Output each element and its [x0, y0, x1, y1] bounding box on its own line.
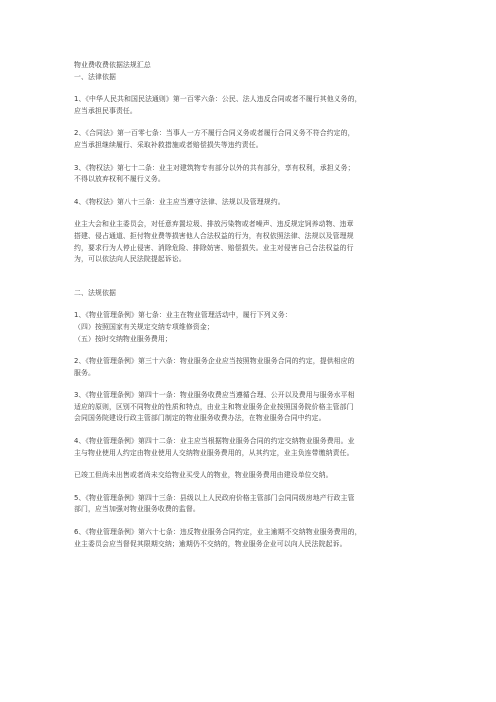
law-item-line: 3、《物权法》第七十二条：业主对建筑物专有部分以外的共有部分，享有权利，承担义务；: [74, 163, 355, 172]
regulation-item-2: [74, 356, 424, 379]
regulation-item-line: 1、《物业管理条例》第七条：业主在物业管理活动中，履行下列义务：: [74, 311, 292, 320]
law-item-line: 应当承担继续履行、采取补救措施或者赔偿损失等违约责任。: [74, 140, 263, 149]
regulation-item-line: 业主委员会应当督促其限期交纳；逾期仍不交纳的，物业服务企业可以向人民法院起诉。: [74, 539, 347, 548]
regulation-item-6: [74, 527, 424, 550]
regulation-item-line: 服务。: [74, 368, 95, 377]
law-item-line: 不得以放弃权利不履行义务。: [74, 175, 165, 184]
law-item-line: 应当承担民事责任。: [74, 106, 137, 115]
regulation-item-line: 会同国务院建设行政主管部门制定的物业服务收费办法，在物业服务合同中约定。: [74, 414, 326, 423]
regulation-item-line: 6、《物业管理条例》第六十七条：违反物业服务合同约定，业主逾期不交纳物业服务费用的，: [74, 528, 362, 537]
section-heading-regulation: 二、法规依据: [74, 288, 116, 297]
regulation-item-line: 部门，应当加强对物业服务收费的监督。: [74, 505, 200, 514]
regulation-item-line: 3、《物业管理条例》第四十一条：物业服务收费应当遵循合理、公开以及费用与服务水平相: [74, 391, 355, 400]
section-heading-law: 一、法律依据: [74, 72, 116, 81]
law-item-4: [74, 197, 424, 209]
regulation-item-3: [74, 390, 424, 425]
regulation-item-line: 2、《物业管理条例》第三十六条：物业服务企业应当按照物业服务合同的约定，提供相应的: [74, 357, 355, 366]
law-item-line: 2、《合同法》第一百零七条：当事人一方不履行合同义务或者履行合同义务不符合约定的，: [74, 129, 355, 138]
law-item-line: 1、《中华人民共和国民法通则》第一百零六条：公民、法人违反合同或者不履行其他义务的，: [74, 95, 362, 104]
owners-assembly-paragraph: [74, 219, 424, 265]
regulation-item-5: [74, 493, 424, 516]
regulation-item-line: 适应的原则，区别不同物业的性质和特点，由业主和物业服务企业按照国务院价格主管部门: [74, 402, 354, 411]
regulation-item-line: 4、《物业管理条例》第四十二条：业主应当根据物业服务合同的约定交纳物业服务费用。业: [74, 437, 355, 446]
law-item-2: [74, 128, 424, 151]
document-title: 物业费收费依据法规汇总: [74, 61, 151, 69]
paragraph-line: 业主大会和业主委员会，对任意弃置垃圾、排放污染物或者噪声、违反规定饲养动物、违章: [74, 220, 354, 229]
paragraph-line: 约，要求行为人停止侵害、消除危险、排除妨害、赔偿损失。业主对侵害自己合法权益的行: [74, 243, 354, 252]
paragraph-line: 为，可以依法向人民法院提起诉讼。: [74, 255, 186, 264]
regulation-item-1: [74, 310, 424, 345]
regulation-item-line: 主与物业使用人约定由物业使用人交纳物业服务费用的，从其约定，业主负连带缴纳责任。: [74, 448, 354, 457]
regulation-item-line: 已竣工但尚未出售或者尚未交给物业买受人的物业，物业服务费用由建设单位交纳。: [74, 471, 333, 480]
law-item-1: [74, 94, 424, 117]
law-item-3: [74, 163, 424, 186]
regulation-item-line: 5、《物业管理条例》第四十三条：县级以上人民政府价格主管部门会同同级房地产行政主管: [74, 493, 355, 502]
law-item-line: 4、《物权法》第八十三条：业主应当遵守法律、法规以及管理规约。: [74, 197, 285, 206]
regulation-item-line: （四）按照国家有关规定交纳专项维修资金；: [74, 322, 214, 331]
regulation-item-line: （五）按时交纳物业服务费用；: [74, 334, 172, 343]
document-page: [74, 60, 424, 550]
regulation-note: [74, 470, 424, 482]
regulation-item-4: [74, 436, 424, 459]
paragraph-line: 搭建、侵占通道、拒付物业费等损害他人合法权益的行为，有权依照法律、法规以及管理规: [74, 231, 354, 240]
